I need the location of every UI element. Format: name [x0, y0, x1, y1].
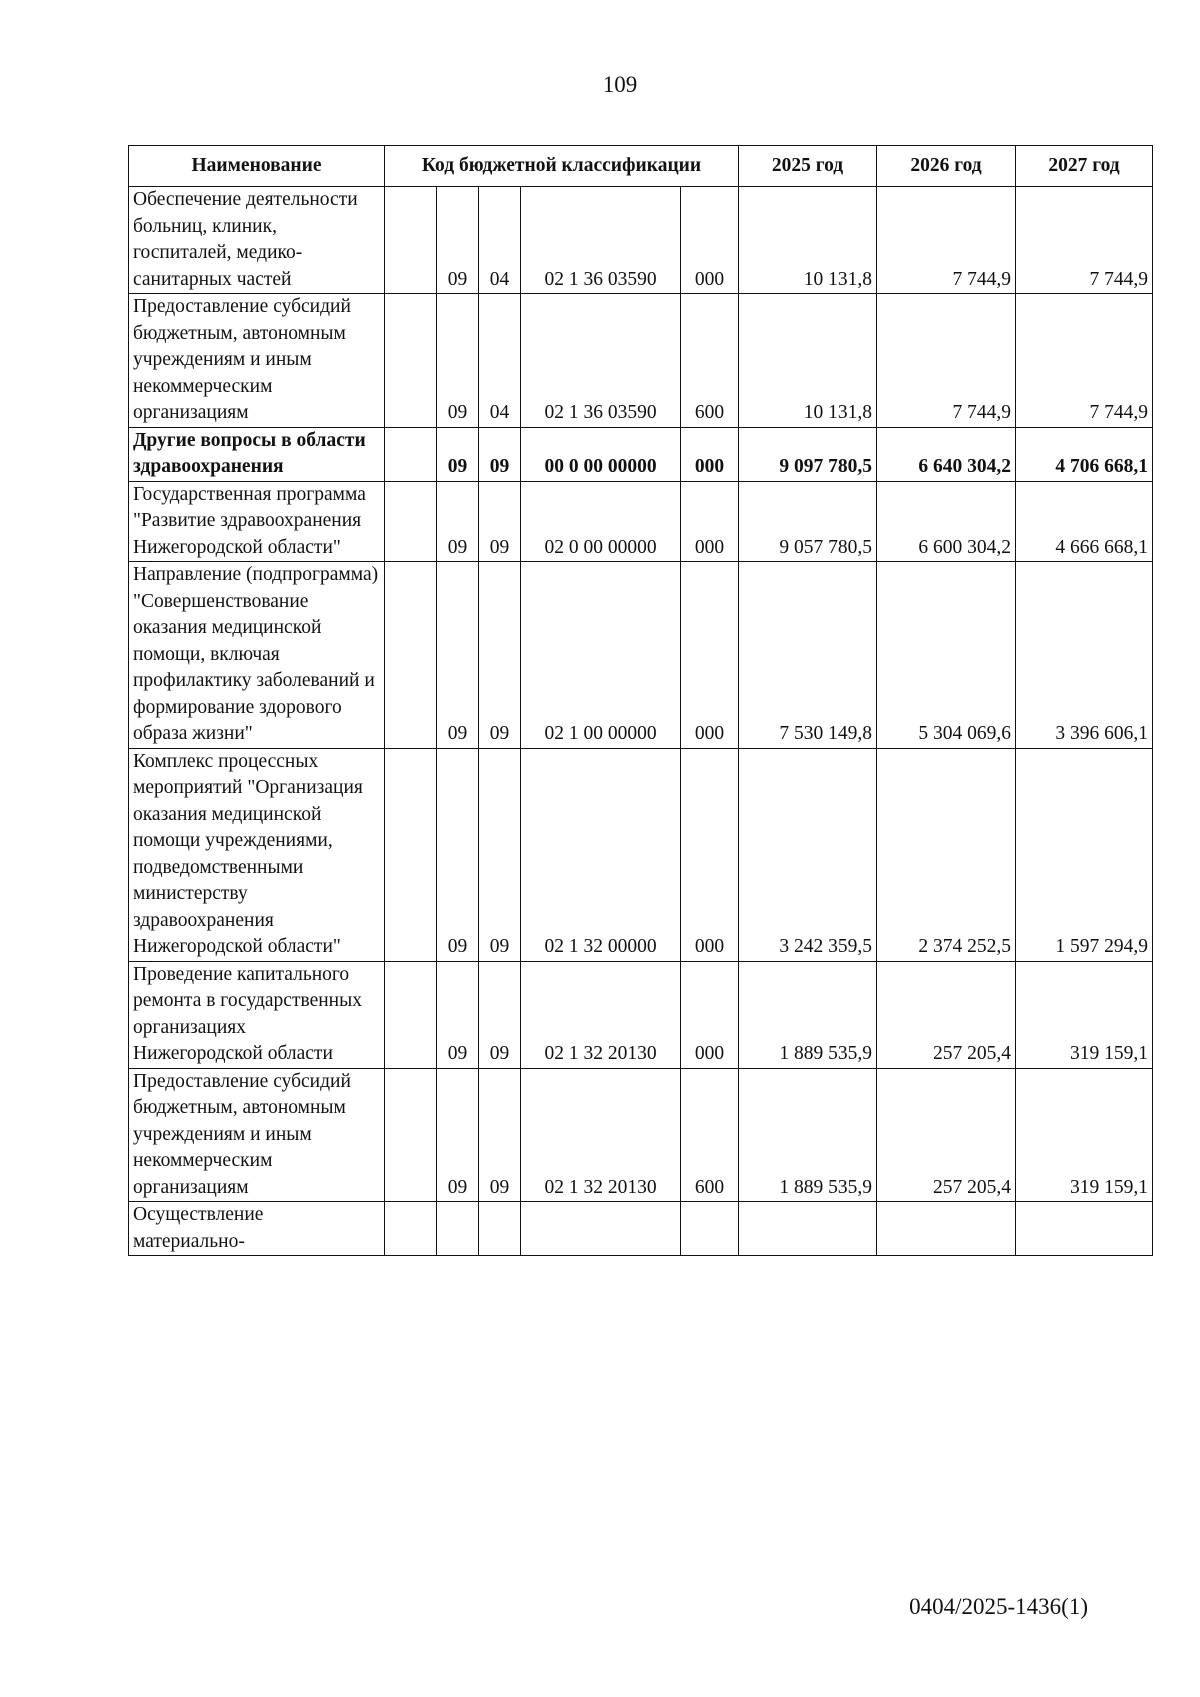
row-code-blank: [385, 427, 437, 481]
row-name: Проведение капитального ремонта в государственных организациях Нижегородской области: [129, 961, 385, 1068]
row-code-target: [521, 1202, 681, 1256]
row-value-2026: 7 744,9: [877, 187, 1016, 294]
row-value-2026: 6 640 304,2: [877, 427, 1016, 481]
row-code-section: 09: [437, 961, 479, 1068]
row-code-expense-type: [681, 1202, 739, 1256]
row-value-2025: 3 242 359,5: [739, 748, 877, 961]
row-code-blank: [385, 748, 437, 961]
row-value-2026: 5 304 069,6: [877, 562, 1016, 749]
table-row: [129, 294, 1153, 428]
row-code-expense-type: 000: [681, 187, 739, 294]
row-code-expense-type: 000: [681, 427, 739, 481]
row-code-target: 02 1 32 20130: [521, 1068, 681, 1202]
row-code-section: 09: [437, 1068, 479, 1202]
row-value-2026: 6 600 304,2: [877, 481, 1016, 562]
row-code-subsection: [479, 1202, 521, 1256]
row-code-blank: [385, 1068, 437, 1202]
header-2025: 2025 год: [739, 146, 877, 187]
row-name: Предоставление субсидий бюджетным, автономным учреждениям и иным некоммерческим организациям: [129, 294, 385, 428]
row-code-section: 09: [437, 187, 479, 294]
row-code-blank: [385, 481, 437, 562]
row-code-subsection: 04: [479, 187, 521, 294]
row-value-2027: 319 159,1: [1016, 961, 1153, 1068]
row-code-section: 09: [437, 427, 479, 481]
row-value-2027: 4 706 668,1: [1016, 427, 1153, 481]
row-code-subsection: 09: [479, 748, 521, 961]
row-value-2027: 7 744,9: [1016, 187, 1153, 294]
row-code-expense-type: 000: [681, 562, 739, 749]
row-name: Направление (подпрограмма) "Совершенствование оказания медицинской помощи, включая профилактику заболеваний и формирование здорового образа жизни": [129, 562, 385, 749]
row-code-subsection: 09: [479, 562, 521, 749]
table-row: [129, 961, 1153, 1068]
row-code-subsection: 04: [479, 294, 521, 428]
header-name: Наименование: [129, 146, 385, 187]
header-code: Код бюджетной классификации: [385, 146, 739, 187]
row-value-2027: 1 597 294,9: [1016, 748, 1153, 961]
row-code-blank: [385, 1202, 437, 1256]
row-code-subsection: 09: [479, 427, 521, 481]
table-row: [129, 1202, 1153, 1256]
row-code-target: 02 1 00 00000: [521, 562, 681, 749]
row-value-2026: [877, 1202, 1016, 1256]
row-name: Комплекс процессных мероприятий "Организация оказания медицинской помощи учреждениями, подведомственными министерству здравоохранения Нижегородской области": [129, 748, 385, 961]
row-name: Предоставление субсидий бюджетным, автономным учреждениям и иным некоммерческим организациям: [129, 1068, 385, 1202]
row-value-2026: 7 744,9: [877, 294, 1016, 428]
row-code-section: 09: [437, 481, 479, 562]
row-value-2026: 2 374 252,5: [877, 748, 1016, 961]
row-value-2025: [739, 1202, 877, 1256]
table-row: [129, 748, 1153, 961]
row-value-2027: [1016, 1202, 1153, 1256]
row-code-expense-type: 000: [681, 748, 739, 961]
row-value-2025: 10 131,8: [739, 187, 877, 294]
row-value-2027: 319 159,1: [1016, 1068, 1153, 1202]
row-value-2025: 10 131,8: [739, 294, 877, 428]
row-code-blank: [385, 961, 437, 1068]
document-code: 0404/2025-1436(1): [909, 1594, 1088, 1619]
row-value-2026: 257 205,4: [877, 1068, 1016, 1202]
row-code-blank: [385, 187, 437, 294]
row-code-section: [437, 1202, 479, 1256]
row-code-target: 00 0 00 00000: [521, 427, 681, 481]
row-value-2027: 3 396 606,1: [1016, 562, 1153, 749]
table-row: [129, 187, 1153, 294]
table-row: [129, 427, 1153, 481]
row-code-target: 02 1 36 03590: [521, 187, 681, 294]
row-name: Обеспечение деятельности больниц, клиник, госпиталей, медико-санитарных частей: [129, 187, 385, 294]
row-code-expense-type: 000: [681, 481, 739, 562]
row-value-2025: 9 097 780,5: [739, 427, 877, 481]
row-value-2026: 257 205,4: [877, 961, 1016, 1068]
row-name: Государственная программа "Развитие здравоохранения Нижегородской области": [129, 481, 385, 562]
row-code-expense-type: 600: [681, 294, 739, 428]
row-code-target: 02 1 36 03590: [521, 294, 681, 428]
row-code-section: 09: [437, 294, 479, 428]
table-row: [129, 1068, 1153, 1202]
table-row: [129, 562, 1153, 749]
row-name: Другие вопросы в области здравоохранения: [129, 427, 385, 481]
row-value-2025: 9 057 780,5: [739, 481, 877, 562]
header-2026: 2026 год: [877, 146, 1016, 187]
row-code-target: 02 1 32 00000: [521, 748, 681, 961]
row-code-subsection: 09: [479, 961, 521, 1068]
row-value-2027: 4 666 668,1: [1016, 481, 1153, 562]
row-value-2025: 7 530 149,8: [739, 562, 877, 749]
row-code-section: 09: [437, 748, 479, 961]
page-number: 109: [602, 72, 638, 97]
budget-table: [128, 145, 1153, 1256]
header-2027: 2027 год: [1016, 146, 1153, 187]
row-value-2027: 7 744,9: [1016, 294, 1153, 428]
table-row: [129, 481, 1153, 562]
row-code-target: 02 1 32 20130: [521, 961, 681, 1068]
row-value-2025: 1 889 535,9: [739, 1068, 877, 1202]
row-code-section: 09: [437, 562, 479, 749]
row-value-2025: 1 889 535,9: [739, 961, 877, 1068]
row-code-blank: [385, 562, 437, 749]
row-code-expense-type: 000: [681, 961, 739, 1068]
row-code-subsection: 09: [479, 1068, 521, 1202]
row-code-blank: [385, 294, 437, 428]
row-code-subsection: 09: [479, 481, 521, 562]
table-header-row: [129, 146, 1153, 187]
row-code-expense-type: 600: [681, 1068, 739, 1202]
row-code-target: 02 0 00 00000: [521, 481, 681, 562]
row-name: Осуществление материально-: [129, 1202, 385, 1256]
